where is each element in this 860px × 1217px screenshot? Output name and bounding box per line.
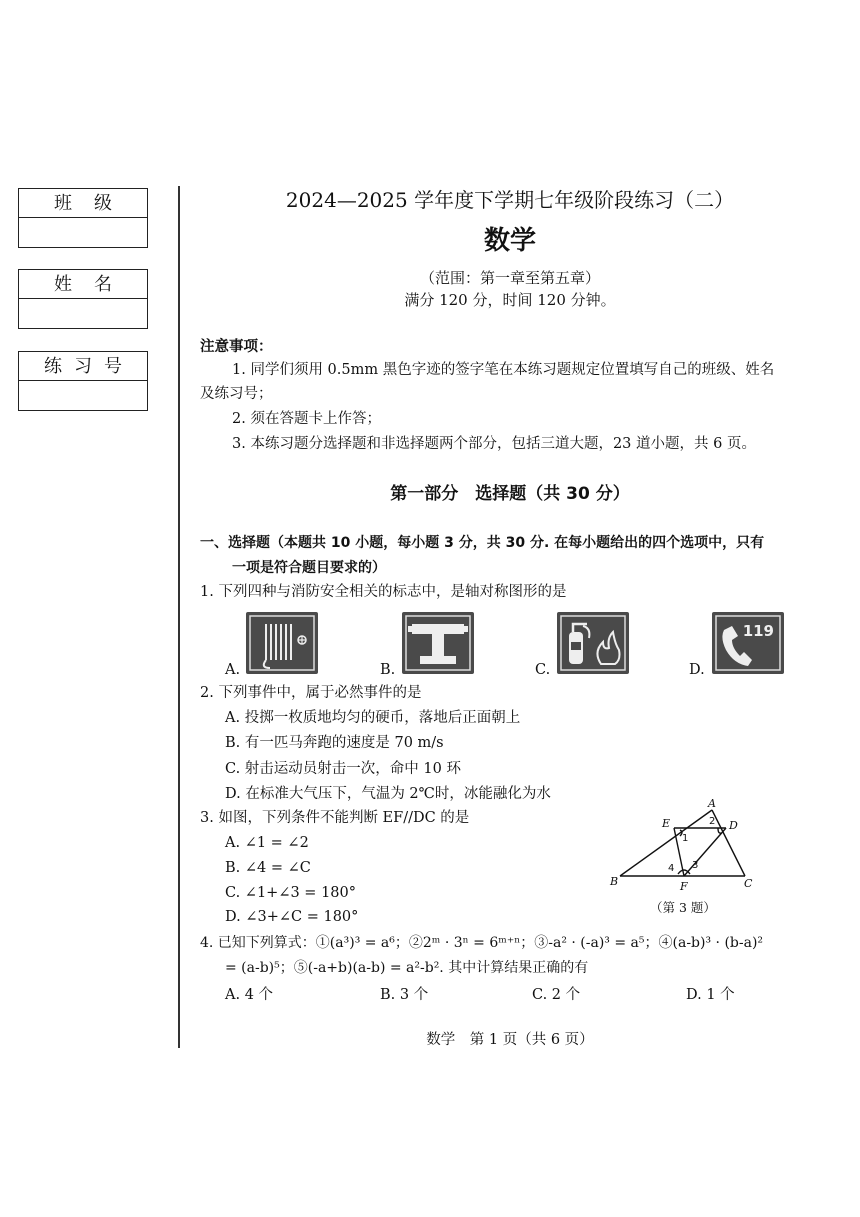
name-label: 姓名 [19,270,147,299]
q3-stem: 3. 如图，下列条件不能判断 EF//DC 的是 [200,810,470,826]
note-item-2: 2. 须在答题卡上作答； [232,411,381,427]
note-item-1: 1. 同学们须用 0.5mm 黑色字迹的签字笔在本练习题规定位置填写自己的班级、姓名 [232,362,775,378]
q3-option-b: B. ∠4 = ∠C [225,860,311,876]
point-d-label: D [729,819,738,832]
q3-option-c: C. ∠1+∠3 = 180° [225,885,356,901]
class-box [18,188,148,248]
q3-option-d: D. ∠3+∠C = 180° [225,909,359,925]
q2-option-c: C. 射击运动员射击一次，命中 10 环 [225,761,461,777]
angle-3-label: 3 [692,860,699,871]
exam-title: 2024—2025 学年度下学期七年级阶段练习（二） [285,188,735,212]
point-c-label: C [744,877,753,890]
angle-arc-2 [718,828,721,833]
q2-option-a: A. 投掷一枚质地均匀的硬币，落地后正面朝上 [225,710,521,726]
q3-geometry-figure [600,796,770,898]
angle-1-label: 1 [682,833,689,844]
q3-option-a: A. ∠1 = ∠2 [225,835,309,851]
q2-option-b: B. 有一匹马奔跑的速度是 70 m/s [225,735,444,751]
angle-2-label: 2 [709,816,716,827]
point-a-label: A [708,797,716,810]
phone-number-text: 119 [742,622,774,640]
section-instructions: 一、选择题（本题共 10 小题，每小题 3 分，共 30 分. 在每小题给出的四个选项中，只有 [200,535,765,551]
note-item-1-cont: 及练习号； [200,386,273,402]
score-time-text: 满分 120 分，时间 120 分钟。 [404,291,616,309]
name-box [18,269,148,329]
notes-heading: 注意事项： [200,339,273,355]
point-b-label: B [610,875,619,888]
fire-alarm-phone-icon [712,612,784,674]
q1-stem: 1. 下列四种与消防安全相关的标志中，是轴对称图形的是 [200,584,567,600]
fire-extinguisher-icon [557,612,629,674]
fire-hose-reel-icon [246,612,318,674]
q4-stem: 4. 已知下列算式：①(a³)³ = a⁶；②2ᵐ · 3ⁿ = 6ᵐ⁺ⁿ；③-a² · (-a)³ = a⁵；④(a-b)³ · (b-a)² [200,935,764,951]
note-item-3: 3. 本练习题分选择题和非选择题两个部分，包括三道大题，23 道小题，共 6 页。 [232,436,756,452]
q1-option-c: C. [535,662,551,678]
angle-4-label: 4 [668,863,675,874]
subject-title: 数学 [483,226,536,256]
page-footer: 数学 第 1 页（共 6 页） [426,1032,594,1048]
segment-fd [684,828,726,876]
id-box [18,351,148,411]
q1-option-a: A. [225,662,241,678]
part1-title: 第一部分 选择题（共 30 分） [390,484,630,504]
q1-option-d: D. [689,662,705,678]
section-instructions-cont: 一项是符合题目要求的） [232,560,386,576]
class-label: 班级 [19,189,147,218]
q2-option-d: D. 在标准大气压下，气温为 2℃时，冰能融化为水 [225,786,551,802]
q4-stem-cont: = (a-b)⁵；⑤(-a+b)(a-b) = a²-b². 其中计算结果正确的有 [225,960,589,976]
q4-option-b: B. 3 个 [380,987,429,1003]
id-label: 练习号 [19,352,147,381]
scope-text: （范围：第一章至第五章） [419,269,600,287]
q2-stem: 2. 下列事件中，属于必然事件的是 [200,685,422,701]
q3-figure-caption: （第 3 题） [650,900,716,915]
q1-option-b: B. [380,662,396,678]
fire-hydrant-icon [402,612,474,674]
q4-option-d: D. 1 个 [686,987,735,1003]
q4-option-a: A. 4 个 [225,987,274,1003]
point-e-label: E [662,817,671,830]
point-f-label: F [680,880,688,893]
binding-line [178,186,180,1048]
q4-option-c: C. 2 个 [532,987,581,1003]
